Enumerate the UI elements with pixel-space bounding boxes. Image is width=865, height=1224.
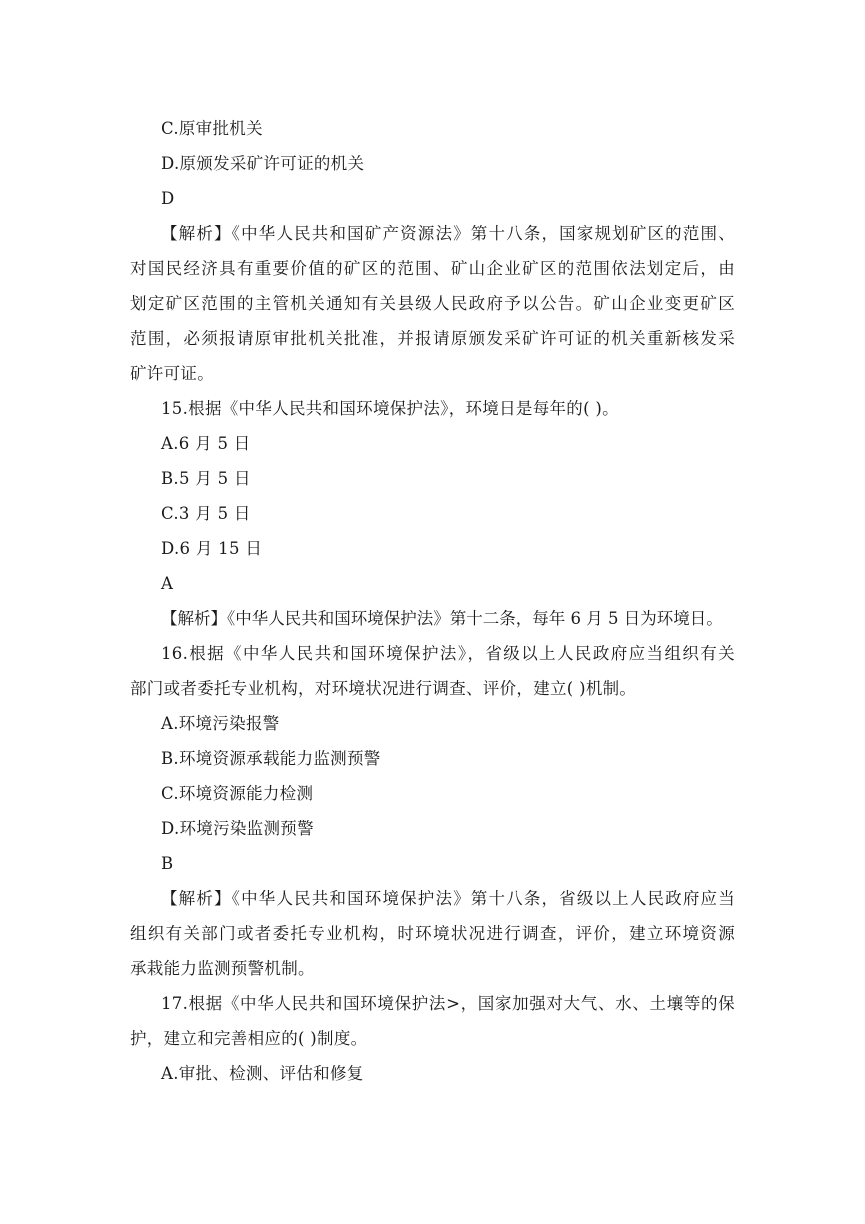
option-a-q15: A.6 月 5 日: [161, 434, 251, 453]
answer-q14: D: [161, 189, 175, 208]
analysis-q14-line2: 对国民经济具有重要价值的矿区的范围、矿山企业矿区的范围依法划定后，由: [130, 259, 735, 278]
question-15: 15.根据《中华人民共和国环境保护法》，环境日是每年的( )。: [161, 399, 619, 418]
option-d-q15: D.6 月 15 日: [161, 539, 263, 558]
question-16-line2: 部门或者委托专业机构，对环境状况进行调查、评价，建立( )机制。: [130, 679, 637, 698]
option-d-q16: D.环境污染监测预警: [161, 819, 314, 838]
analysis-q14-line3: 划定矿区范围的主管机关通知有关县级人民政府予以公告。矿山企业变更矿区: [130, 294, 735, 313]
analysis-q15: 【解析】《中华人民共和国环境保护法》第十二条，每年 6 月 5 日为环境日。: [161, 609, 723, 628]
analysis-q14-line1: 【解析】《中华人民共和国矿产资源法》第十八条，国家规划矿区的范围、: [161, 224, 735, 243]
option-c-q16: C.环境资源能力检测: [161, 784, 314, 803]
analysis-q16-line1: 【解析】《中华人民共和国环境保护法》第十八条，省级以上人民政府应当: [161, 889, 735, 908]
analysis-q16-line3: 承栽能力监测预警机制。: [130, 959, 315, 978]
analysis-q16-line2: 组织有关部门或者委托专业机构，时环境状况进行调查，评价，建立环境资源: [130, 924, 735, 943]
answer-q16: B: [161, 854, 174, 873]
option-d-q14: D.原颁发采矿许可证的机关: [161, 154, 365, 173]
option-c-q15: C.3 月 5 日: [161, 504, 251, 523]
question-17-line2: 护，建立和完善相应的( )制度。: [130, 1029, 368, 1048]
option-b-q16: B.环境资源承载能力监测预警: [161, 749, 381, 768]
option-c-q14: C.原审批机关: [161, 119, 263, 138]
analysis-q14-line4: 范围，必须报请原审批机关批准，并报请原颁发采矿许可证的机关重新核发采: [130, 329, 735, 348]
option-a-q16: A.环境污染报警: [161, 714, 280, 733]
question-16-line1: 16.根据《中华人民共和国环境保护法》，省级以上人民政府应当组织有关: [161, 644, 735, 663]
answer-q15: A: [161, 574, 174, 593]
analysis-q14-line5: 矿许可证。: [130, 364, 214, 383]
question-17-line1: 17.根据《中华人民共和国环境保护法>，国家加强对大气、水、土壤等的保: [161, 994, 735, 1013]
option-a-q17: A.审批、检测、评估和修复: [161, 1064, 364, 1083]
option-b-q15: B.5 月 5 日: [161, 469, 251, 488]
